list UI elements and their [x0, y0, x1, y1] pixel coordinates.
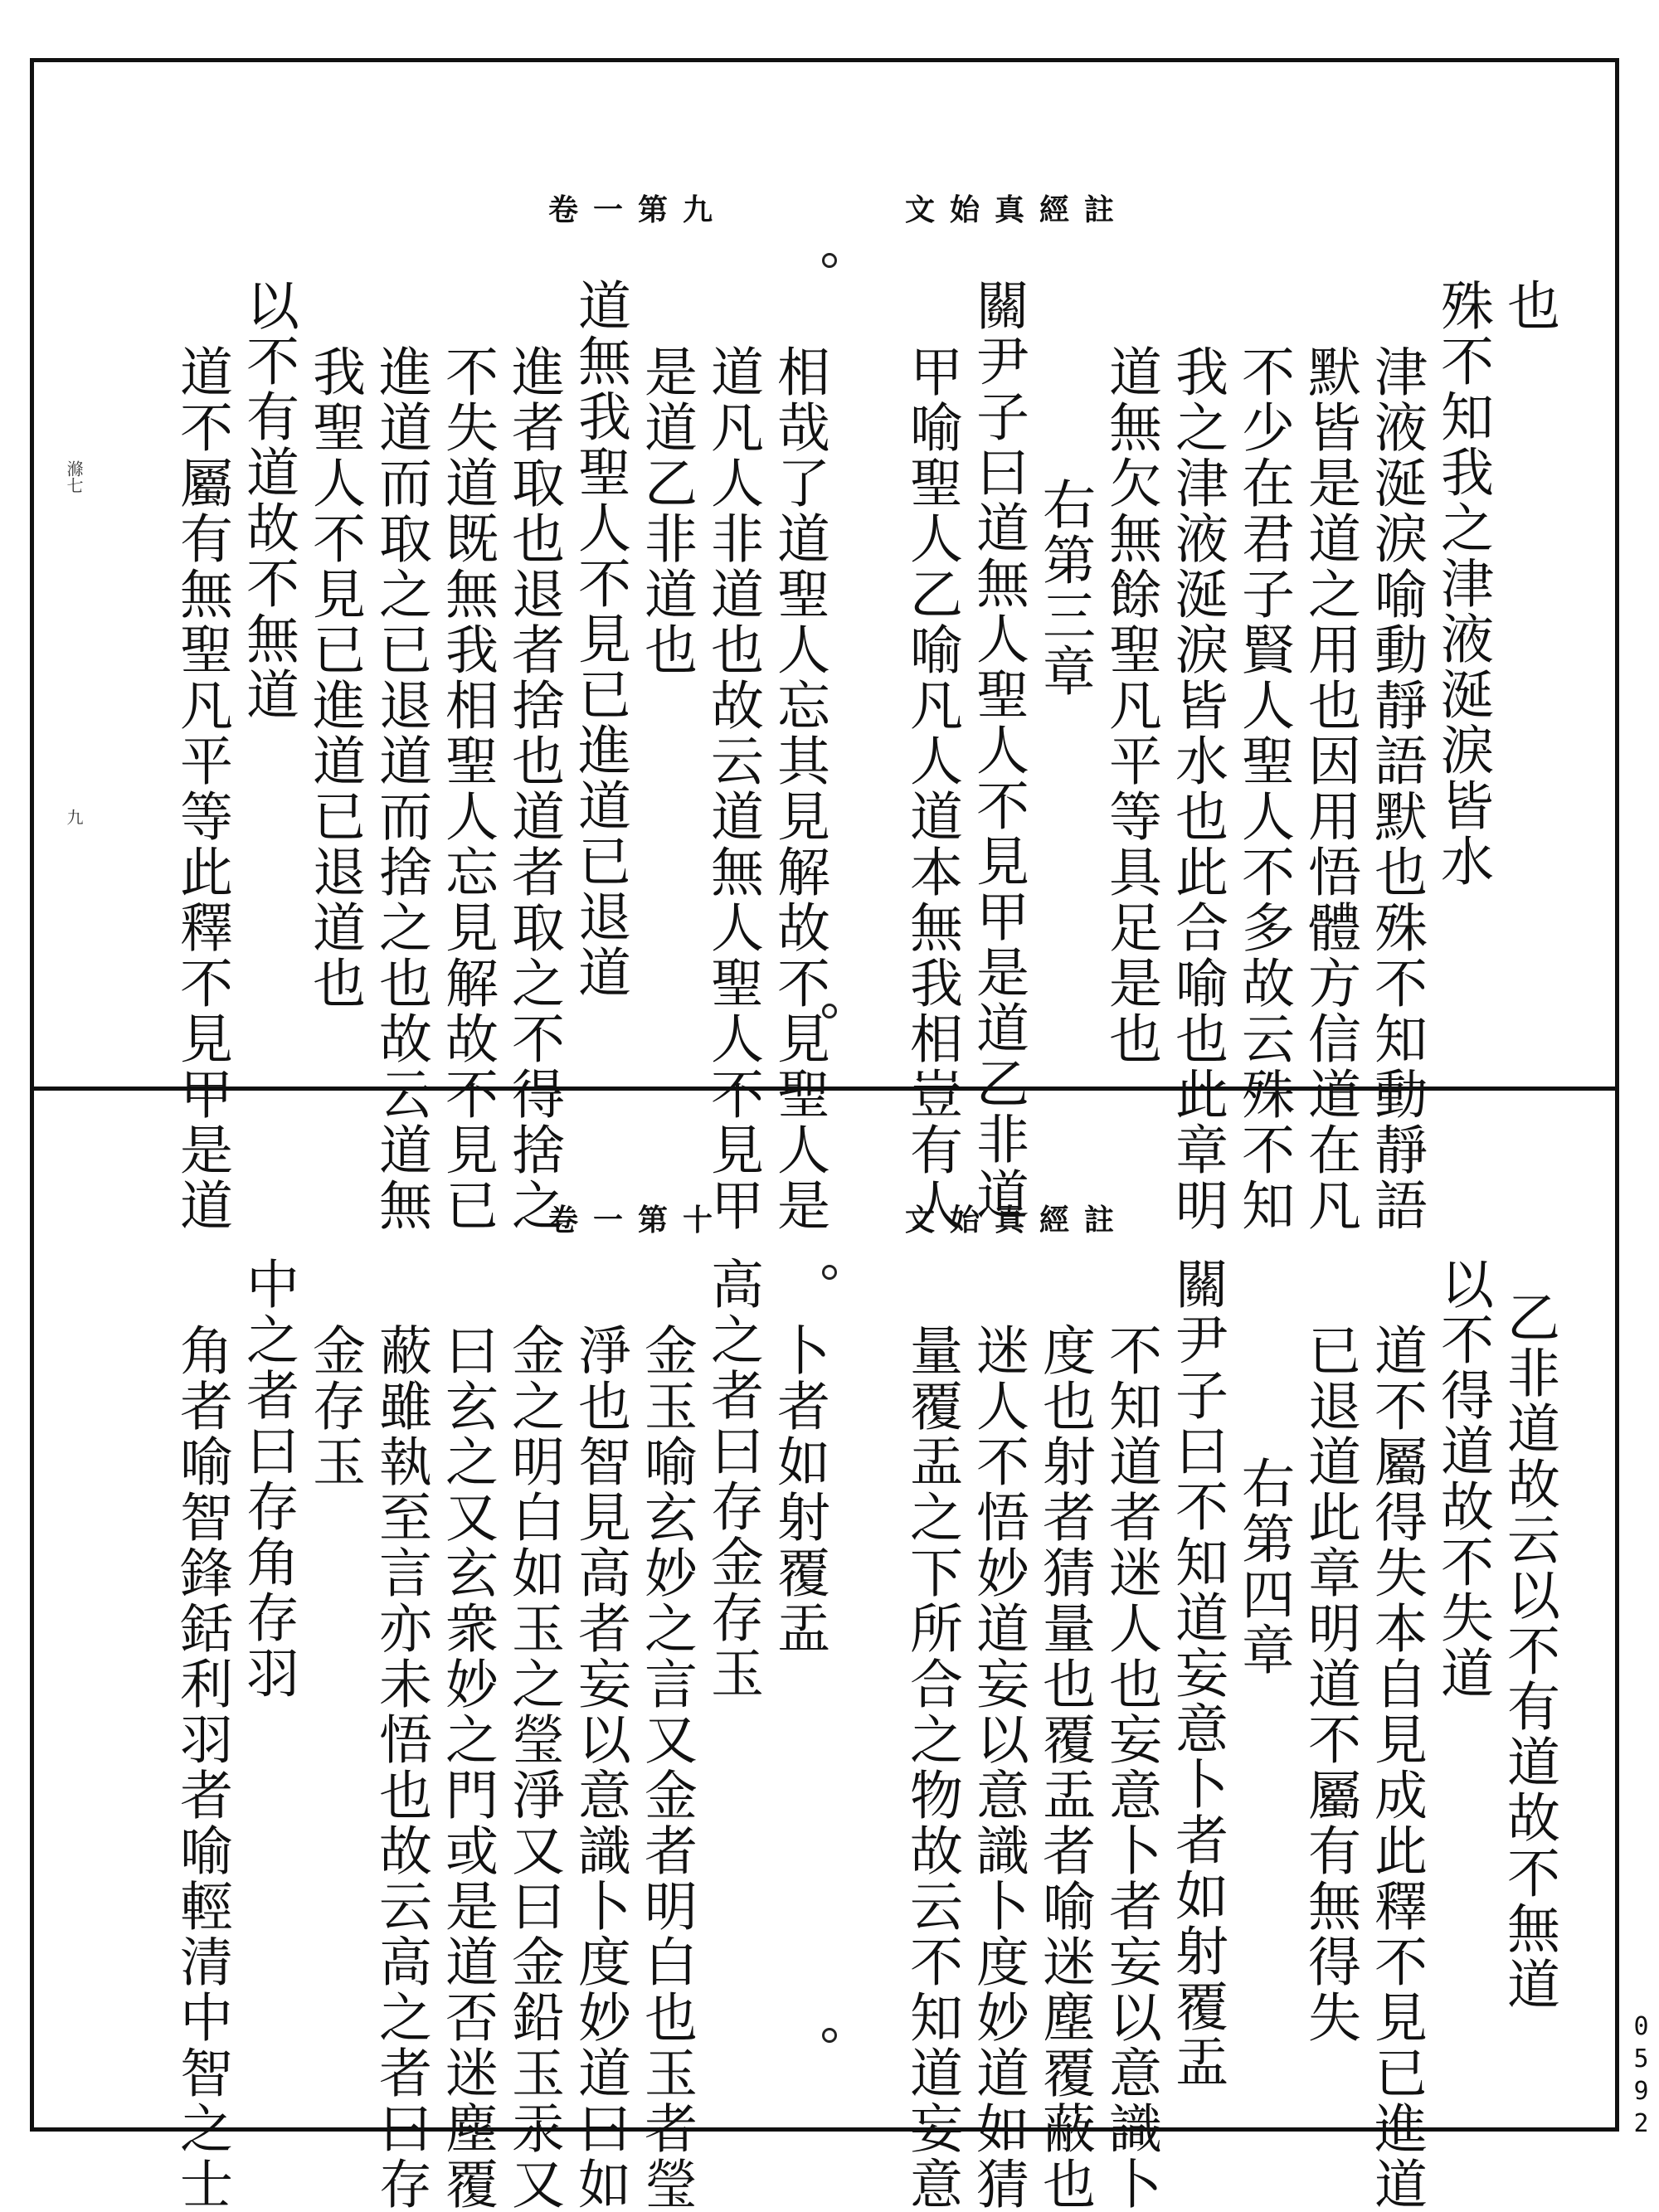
text-column: 道凡人非道也故云道無人聖人不見甲: [702, 344, 763, 1233]
text-column: 關尹子曰不知道妄意卜者如射覆盂: [1166, 1257, 1228, 2090]
header-title: 文始真經註: [904, 192, 1129, 227]
text-column: 金存玉: [304, 1323, 365, 1490]
text-column: 我之津液涎淚皆水也此合喻也此章明: [1166, 344, 1228, 1233]
text-column: 津液涎淚喻動靜語默也殊不知動靜語: [1365, 344, 1427, 1233]
text-column: 右第四章: [1233, 1456, 1294, 1678]
margin-note: 九: [64, 809, 84, 825]
text-column: 卜者如射覆盂: [768, 1323, 830, 1656]
text-column: 已退道此章明道不屬有無得失: [1299, 1323, 1360, 2045]
margin-note: 滌七: [64, 460, 84, 493]
text-column: 迷人不悟妙道妄以意識卜度妙道如猜: [967, 1323, 1029, 2212]
text-column: 進道而取之已退道而捨之也故云道無: [370, 344, 431, 1233]
text-column: 默皆是道之用也因用悟體方信道在凡: [1299, 344, 1360, 1233]
text-column: 關尹子曰道無人聖人不見甲是道乙非道: [967, 278, 1029, 1223]
circle-mark: [822, 2028, 837, 2043]
bottom-panel: [34, 1091, 1615, 2212]
text-column: 高之者曰存金存玉: [702, 1257, 763, 1701]
header-juan: 卷一第十: [548, 1203, 728, 1237]
header-juan: 卷一第九: [548, 192, 728, 227]
text-column: 以不得道故不失道: [1432, 1257, 1493, 1701]
text-column: 我聖人不見已進道已退道也: [304, 344, 365, 1011]
text-column: 相哉了道聖人忘其見解故不見聖人是: [768, 344, 830, 1233]
text-column: 道無欠無餘聖凡平等具足是也: [1100, 344, 1161, 1067]
text-column: 殊不知我之津液涎淚皆水: [1432, 278, 1493, 889]
text-column: 右第三章: [1034, 477, 1095, 699]
text-column: 中之者曰存角存羽: [237, 1257, 299, 1701]
text-column: 蔽雖執至言亦未悟也故云高之者曰存: [370, 1323, 431, 2212]
text-column: 也: [1498, 278, 1559, 333]
text-column: 不少在君子賢人聖人不多故云殊不知: [1233, 344, 1294, 1233]
text-column: 以不有道故不無道: [237, 278, 299, 722]
page-number: 0592: [1627, 2012, 1656, 2142]
text-column: 不失道既無我相聖人忘見解故不見已: [436, 344, 498, 1233]
text-column: 道不屬有無聖凡平等此釋不見甲是道: [171, 344, 232, 1233]
running-header: [548, 187, 1129, 228]
circle-mark: [822, 253, 837, 268]
header-title: 文始真經註: [904, 1203, 1129, 1237]
text-column: 甲喻聖人乙喻凡人道本無我相豈有人: [901, 344, 962, 1233]
text-column: 量覆盂之下所合之物故云不知道妄意: [901, 1323, 962, 2212]
text-column: 不知道者迷人也妄意卜者妄以意識卜: [1100, 1323, 1161, 2212]
text-column: 乙非道故云以不有道故不無道: [1498, 1290, 1559, 2012]
text-column: 曰玄之又玄衆妙之門或是道否迷塵覆: [436, 1323, 498, 2212]
text-column: 淨也智見高者妄以意識卜度妙道曰如: [569, 1323, 630, 2212]
text-column: 道無我聖人不見已進道已退道: [569, 278, 630, 1000]
running-header: [548, 1197, 1129, 1238]
text-column: 金之明白如玉之瑩淨又曰金鉛玉汞又: [503, 1323, 564, 2212]
text-column: 道不屬得失本自見成此釋不見已進道: [1365, 1323, 1427, 2212]
text-column: 是道乙非道也: [635, 344, 697, 678]
text-column: 進者取也退者捨也道者取之不得捨之: [503, 344, 564, 1233]
circle-mark: [822, 1265, 837, 1280]
text-column: 金玉喻玄妙之言又金者明白也玉者瑩: [635, 1323, 697, 2212]
text-column: 角者喻智鋒銛利羽者喻輕清中智之士: [171, 1323, 232, 2212]
text-column: 度也射者猜量也覆盂者喻迷塵覆蔽也: [1034, 1323, 1095, 2212]
